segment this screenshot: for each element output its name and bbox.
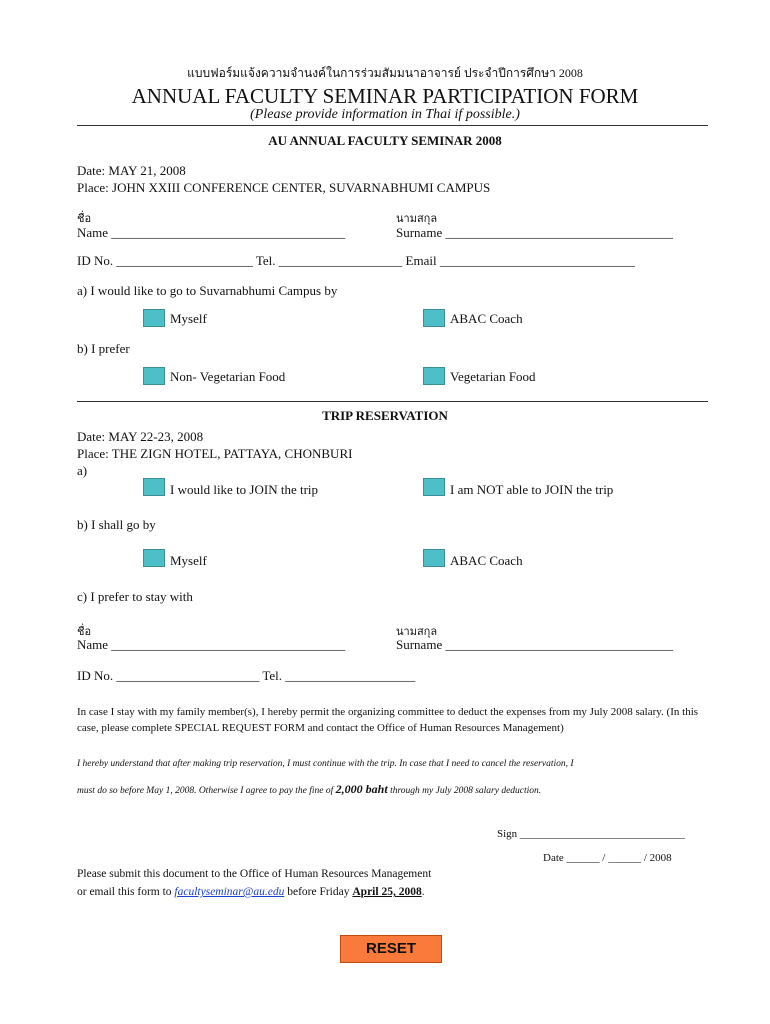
- thai-name-label: ชื่อ: [77, 213, 92, 225]
- option-not-join-trip-label: I am NOT able to JOIN the trip: [450, 482, 614, 497]
- option-vegetarian-label: Vegetarian Food: [450, 369, 536, 384]
- checkbox-non-vegetarian[interactable]: [143, 367, 165, 385]
- companion-surname-field[interactable]: Surname ___________________________________: [396, 637, 673, 652]
- checkbox-vegetarian[interactable]: [423, 367, 445, 385]
- family-member-note: In case I stay with my family member(s), I hereby permit the organizing committee to deduct the expenses from my July 2008 salary. (In this case, please complete SPECIAL REQUEST FORM and contact the Office of Human Resources Management): [77, 706, 699, 734]
- option-trip-myself-label: Myself: [170, 553, 207, 568]
- seminar-place: Place: JOHN XXIII CONFERENCE CENTER, SUVARNABHUMI CAMPUS: [77, 180, 491, 195]
- trip-place: Place: THE ZIGN HOTEL, PATTAYA, CHONBURI: [77, 446, 353, 461]
- email-link[interactable]: facultyseminar@au.edu: [174, 886, 285, 898]
- option-join-trip-label: I would like to JOIN the trip: [170, 482, 319, 497]
- sign-field[interactable]: Sign ______________________________: [497, 828, 685, 840]
- divider: [77, 401, 708, 402]
- question-transport: a) I would like to go to Suvarnabhumi Campus by: [77, 283, 338, 298]
- fine-note-text: must do so before May 1, 2008. Otherwise I agree to pay the fine of: [77, 786, 336, 796]
- submit-prefix: or email this form to: [77, 886, 175, 898]
- fine-amount: 2,000 baht: [335, 782, 388, 796]
- thai-surname-label: นามสกุล: [396, 213, 438, 225]
- trip-heading: TRIP RESERVATION: [322, 408, 448, 423]
- form-title: ANNUAL FACULTY SEMINAR PARTICIPATION FORM: [131, 84, 639, 108]
- deadline-date: April 25, 2008: [352, 886, 422, 898]
- form-subtitle: (Please provide information in Thai if possible.): [250, 107, 520, 122]
- name-field[interactable]: Name ____________________________________: [77, 225, 346, 240]
- question-food: b) I prefer: [77, 341, 130, 356]
- fine-note: [77, 782, 707, 797]
- thai-name-label: ชื่อ: [77, 626, 92, 638]
- checkbox-trip-myself[interactable]: [143, 549, 165, 567]
- trip-date: Date: MAY 22-23, 2008: [77, 429, 204, 444]
- sign-date-field[interactable]: Date ______ / ______ / 2008: [543, 852, 672, 864]
- submit-mid: before Friday: [284, 886, 353, 898]
- submit-end: .: [421, 886, 425, 898]
- option-non-vegetarian-label: Non- Vegetarian Food: [170, 369, 286, 384]
- submit-email-instructions: [77, 886, 425, 898]
- reset-button[interactable]: RESET: [340, 935, 442, 963]
- checkbox-trip-abac-coach[interactable]: [423, 549, 445, 567]
- seminar-date: Date: MAY 21, 2008: [77, 163, 186, 178]
- companion-id-tel-fields[interactable]: ID No. ______________________ Tel. ____________________: [77, 668, 416, 683]
- thai-surname-label: นามสกุล: [396, 626, 438, 638]
- seminar-heading: AU ANNUAL FACULTY SEMINAR 2008: [268, 133, 502, 148]
- companion-name-field[interactable]: Name ____________________________________: [77, 637, 346, 652]
- option-trip-abac-coach-label: ABAC Coach: [450, 553, 523, 568]
- question-stay-with: c) I prefer to stay with: [77, 589, 193, 604]
- checkbox-abac-coach[interactable]: [423, 309, 445, 327]
- checkbox-myself[interactable]: [143, 309, 165, 327]
- thai-form-title: แบบฟอร์มแจ้งความจำนงค์ในการร่วมสัมมนาอาจารย์ ประจำปีการศึกษา 2008: [187, 66, 583, 80]
- cancellation-note: I hereby understand that after making trip reservation, I must continue with the trip. In case that I need to cancel the reservation, I: [77, 759, 574, 769]
- fine-note-text-end: through my July 2008 salary deduction.: [387, 786, 542, 796]
- submit-instructions: Please submit this document to the Office of Human Resources Management: [77, 868, 432, 880]
- question-join: a): [77, 463, 88, 478]
- question-trip-transport: b) I shall go by: [77, 517, 156, 532]
- surname-field[interactable]: Surname ___________________________________: [396, 225, 673, 240]
- checkbox-join-trip[interactable]: [143, 478, 165, 496]
- option-abac-coach-label: ABAC Coach: [450, 311, 523, 326]
- id-tel-email-fields[interactable]: ID No. _____________________ Tel. ___________________ Email ______________________________: [77, 253, 635, 268]
- option-myself-label: Myself: [170, 311, 207, 326]
- divider: [77, 125, 708, 126]
- checkbox-not-join-trip[interactable]: [423, 478, 445, 496]
